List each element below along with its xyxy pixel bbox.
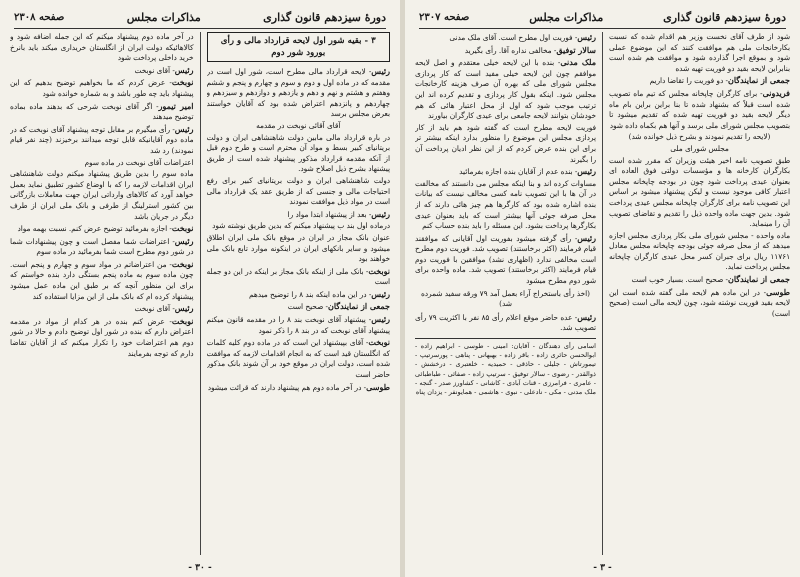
speaker-name: رئیس — [577, 311, 596, 322]
paragraph: فوریت لایحه مطرح است که گفته شود هم باید از کار پردازی مجلس این موضوع را منظور بدارد اینکه بیشتر تر برای این بنده عرض کردم که از این نظر ادیان پرداخت آن را بگیرند — [415, 122, 596, 164]
page-header-title: دورهٔ سیزدهم قانون گذاری — [263, 10, 386, 24]
paragraph: - عرض کنم بنده در هر کدام از مواد در مقدمه اعتراض دارم که بنده در شور اول توضیح دادم و حالا در شور دوم هم اعتراضات خود را تکرار میکنم که از آقایان تقاضا دارم که توجه بفرمایند — [10, 316, 194, 358]
paragraph: - من اعتراضاتم در مواد سوم و چهارم و پنجم است. چون ماده سوم به ماده پنجم بستگی دارد بنده خواستم که برای این منظور آنچه که بر طبق این ماده عمل میشود پیشنهاد کرده ام که بانک ملی از این مزایا استفاده کند — [10, 259, 194, 301]
subheading: آقای آقائی نوبخت در مقدمه — [256, 120, 341, 130]
page-header-number: صفحه ۲۳۰۸ — [14, 11, 65, 23]
book-gutter — [400, 0, 405, 577]
paragraph: اعتراضات آقای نوبخت در ماده سوم — [84, 157, 194, 167]
speaker-name: جمعی از نمایندگان — [727, 274, 790, 285]
paragraph: دولت شاهنشاهی ایران و دولت بریتانیای کبیر برای رفع احتیاجات مالی و جنسی که از طریق عقد یک قرارداد مالی است در مواد ذیل موافقت نمودند — [206, 175, 390, 207]
paragraph: - بانک ملی از اینکه بانک مجاز بر اینکه در این دو جمله است — [206, 266, 390, 287]
speaker-name: ملک مدنی — [560, 57, 596, 68]
paragraph: - رأی میگیرم بر مقابل توجه پیشنهاد آقای نوبخت که در ماده دوم آقایانیکه قابل توجه میدانند برخیزند (چند نفر قیام نمودند) رد شد — [10, 124, 194, 155]
paragraph: مساوات کرده اند و بنا اینکه مجلس می دانستند که مخالفت در آن ها با این تصویب نامه کسی مخالف نیست که بیانات بنده اشاره شده بود که کارگرها هم چیز هائی دارند که از محل صرفه جوئی آنها بیشتر است که باید بعنوان عیدی بکارگرها پرداخت بشود. این مسئله را باید بنده حساب کنم — [415, 178, 596, 231]
paragraph: - در این ماده اینکه بند ۸ را توضیح میدهم — [249, 289, 372, 299]
paragraph: عنوان بانک مجاز در ایران در موقع بانک ملی ایران اطلاق میشود و سایر بانکهای ایران در اینکونه موارد تابع بانک ملی خواهند بود — [206, 232, 390, 264]
paragraph: - دو فوریت را تقاضا داریم — [649, 76, 728, 86]
speaker-name: رئیس — [371, 314, 390, 325]
paragraph: ماده واحده - مجلس شورای ملی بکار پردازی مجلس اجازه میدهد که از محل صرفه جوئی بودجه چاپخانه مجلس معادل ۱۱۷۶۱ ریال برای جبران کسر محل عیدی کارگران چاپخانه مجلس پرداخت نماید. — [609, 230, 790, 272]
speaker-name: رئیس — [371, 66, 390, 76]
speaker-name: رئیس — [371, 208, 390, 219]
paragraph: ماده سوم را بدین طریق پیشنهاد میکنم دولت شاهنشاهی ایران اقدامات لازمه را که با اوضاع کشور تطبیق نماید بعمل خواهد آورد که کالاهای وارداتی ایران جهت معاملات بازرگانی بین کشور استرلینگ از طرفی و بانک ملی ایران از طرف دیگر در جریان باشد — [10, 169, 194, 221]
paragraph: - فوریت اول مطرح است. آقای ملک مدنی — [449, 33, 578, 42]
paragraph: - مخالفی نداره آقا. رأی بگیرید — [464, 45, 557, 55]
section-heading: ۳ - بقیه شور اول لایحه قرارداد مالی و رأی بورود شور دوم — [207, 32, 391, 62]
paragraph: - صحیح است — [287, 302, 328, 312]
page-number: - ۳۰ - — [188, 563, 212, 573]
speaker-name: نوبخت — [171, 315, 194, 326]
left-page-column-right — [207, 32, 391, 555]
paragraph: طبق تصویب نامه اخیر هیئت وزیران که مقرر شده است بکارگران کارخانه ها و مؤسسات دولتی فوق العاده ای بعنوان عیدی پرداخت شود چون در بودجه چاپخانه مجلس اعتبار کافی موجود نیست و لیکن پیشنهاد میشود بر اساس این تصویب نامه برای کارگران چاپخانه مجلس عیدی پرداخت شود. بدین جهت ماده واحده ذیل را تقدیم و تقاضای تصویب آن را مینماید. — [609, 155, 790, 229]
paragraph: - لایحه قرارداد مالی مطرح است، شور اول است در مقدمه که در ماده اول و دوم و سوم و چهارم و پنجم و ششم وهفتم و هشتم و نهم و دهم و یازدهم و دوازدهم و سیزدهم و چهاردهم و پانزدهم اعتراض شده بود که آقایان خواستند بعرض مجلس برسد — [206, 67, 390, 119]
left-page-column-left — [10, 32, 194, 555]
paragraph: - پیشنهاد آقای نوبخت بند ۸ را در مقدمه قانون میکنم پیشنهاد آقای نوبخت که در بند ۸ را ذکر نمود — [206, 315, 390, 335]
left-page-header — [14, 6, 386, 29]
speaker-name: نوبخت — [171, 77, 194, 88]
speaker-name: طوسی — [366, 381, 390, 392]
speaker-name: رئیس — [174, 64, 194, 75]
speaker-name: امیر تیمور — [158, 100, 194, 111]
right-page-column-right — [609, 32, 790, 555]
speaker-name: جمعی از نمایندگان — [727, 75, 790, 86]
paragraph: - بنده با این لایحه خیلی معتقدم و اصل لایحه موافقم چون این لایحه خیلی مفید است که کار پردازی مجلس شورای ملی که بهره آن صرف هزینه کارخانجات مجلس شود. اینکه بقول کار پردازی و تقدیم کرده اند این ترتیب موجب شود که اول از محل اعتبار هائی که هم خودشان بتوانند لایحه جامعی برای عیدی کارگران بیاورند — [415, 58, 596, 121]
paragraph: درماده اول بند ب پیشنهاد میکنم که بدین طریق نوشته شود — [212, 221, 390, 231]
paragraph: - آقای نوبخت — [134, 65, 175, 75]
page-header-number: صفحه ۲۳۰۷ — [419, 11, 470, 23]
speaker-name: رئیس — [174, 235, 194, 246]
paragraph: - در این ماده هم لایحه ملی گفته شده است این لایحه بقید فوریت نوشته شود، چون لایحه مالی است (صحیح است) — [609, 287, 790, 318]
left-page-columns — [10, 32, 390, 555]
right-page-columns — [415, 32, 790, 555]
right-page-header — [419, 6, 786, 29]
speaker-name: نوبخت — [171, 223, 194, 234]
speaker-name: رئیس — [174, 303, 194, 314]
paragraph: - در آخر ماده دوم هم پیشنهاد دارند که قرائت میشود — [207, 382, 367, 392]
speaker-name: رئیس — [174, 123, 194, 134]
paragraph: - عرض کردم که ما بخواهیم توضیح بدهیم که این پیشنهاد باید چه طور باشد و به شماره خوانده شود — [10, 78, 194, 98]
speaker-name: رئیس — [577, 232, 596, 243]
paragraph: - عده حاضر موقع اعلام رأی ۸۵ نفر با اکثریت ۷۹ رأی تصویب شد. — [415, 312, 596, 333]
addressee: مجلس شورای ملی — [670, 143, 729, 153]
paragraph: شود از طرف آقای نخست وزیر هم اقدام شده که نسبت بکارخانجات ملی هم موافقت کنند که این موضوع عملی شود و بموقع اجرا گذارده شود و موافقت هم شده است بنابراین لایحه بقید دو فوریت تهیه شده — [609, 32, 790, 73]
right-page — [405, 0, 800, 577]
paragraph: - رأی گرفته میشود بفوریت اول آقایانی که موافقند قیام فرمایند (اکثر برخاستند) تصویب شد. فوریت دوم مطرح است مخالفی ندارد (اظهاری نشد) موافقین با فوریت دوم قیام فرمایند (اکثر برخاستند) تصویب شد. ماده واحده برای شور دوم مطرح میشود — [415, 233, 596, 286]
paragraph: در آخر ماده دوم پیشنهاد میکنم که این جمله اضافه شود و کالاهائیکه دولت ایران از انگلستان خریداری میکند باید بانرخ خرید داخلی پرداخت شود — [10, 32, 194, 63]
speaker-name: سالار توفیق — [556, 44, 596, 55]
paragraph: - بنده عدم از آقایان بنده اجازه بفرمائید — [459, 167, 578, 177]
speaker-name: نوبخت — [368, 265, 390, 276]
speaker-name: نوبخت — [171, 258, 194, 269]
voters-list: اسامی رأی دهندگان - آقایان: امینی - طوسی - ابراهیم زاده - ابوالحسن حائری زاده - باقر زاده - بهبهانی - پناهی - پورسرتیپ - تیمورتاش - جلیلی - حاذقی - حمیدیه - خلعتبری - درخشش - ذوالقدر - رضوی - سالار توفیق - سرتیپ زاده - صفائی - طباطبائی - عامری - فرامرزی - قنات آبادی - کاشانی - کشاورز صدر - گنجه - ملک مدنی - مکی - نادعلی - نبوی - هاشمی - همایونفر - یزدان پناه — [415, 338, 596, 397]
speaker-name: جمعی از نمایندگان — [327, 301, 390, 312]
speaker-name: رئیس — [371, 288, 390, 299]
speaker-name: رئیس — [577, 166, 596, 177]
paragraph: در باره قرارداد مالی مابین دولت شاهنشاهی ایران و دولت بریتانیای کبیر بسط و مواد آن محترم است و طرح دوم قبل از آنکه مقدمه قرارداد مذکور پیشنهاد شده است از طریق پیشنهاد بشرح ذیل اصلاح شود. — [206, 132, 390, 174]
page-header-section: مذاکرات مجلس — [529, 10, 604, 24]
right-page-column-left — [415, 32, 596, 555]
stage-direction: (لایحه را تقدیم نمودند و بشرح ذیل خوانده شد) — [628, 132, 771, 142]
paragraph: - اعتراضات شما مفصل است و چون پیشنهادات شما در شور دوم مطرح است شما بفرمائید در ماده سوم — [10, 236, 194, 257]
paragraph: - آقای نوبخت — [134, 304, 175, 314]
paragraph: - آقای بپیشنهاد این است که در ماده دوم کلیه کلمات که انگلستان قید است که به انجام اقدامات لازمه که موافقت شده است، دولت ایران در موقع خود بر آن شوند بانک مذکور حاضر است — [206, 338, 390, 380]
vote-result: (اخذ رأی باستخراج آراء بعمل آمد ۷۹ ورقه سفید شمرده شد) — [420, 288, 591, 309]
page-number: - ۳ - — [593, 563, 612, 573]
paragraph: - برای کارگران چاپخانه مجلس که تیم ماه تصویب شده است قبلاً که بشنهاد شده تا بنا براین براین بام ماه دیگر لایحه بقید دو فوریت تهیه شده که تقدیم میشود تا بتصویب مجلس شورای ملی برسد و آنها هم بکماه داده شود — [609, 88, 790, 130]
paragraph: - بعد از پیشنهاد ابتدا مواد را — [287, 209, 372, 219]
speaker-name: فریدونی — [762, 87, 790, 98]
page-header-title: دورهٔ سیزدهم قانون گذاری — [663, 10, 786, 24]
page-header-section: مذاکرات مجلس — [126, 10, 201, 24]
speaker-name: نوبخت — [368, 337, 390, 348]
speaker-name: طوسی — [766, 286, 790, 297]
paragraph: - صحیح است. بسیار خوب است — [631, 275, 728, 285]
column-divider — [602, 32, 603, 555]
speaker-name: رئیس — [577, 32, 596, 42]
paragraph: - اجازه بفرمائید توضیح عرض کنم. نسبت بهمه مواد — [17, 224, 172, 234]
column-divider — [200, 32, 201, 555]
paragraph: - اگر آقای نوبخت شرحی که بدهند ماده بماده توضیح میدهند — [10, 101, 194, 122]
